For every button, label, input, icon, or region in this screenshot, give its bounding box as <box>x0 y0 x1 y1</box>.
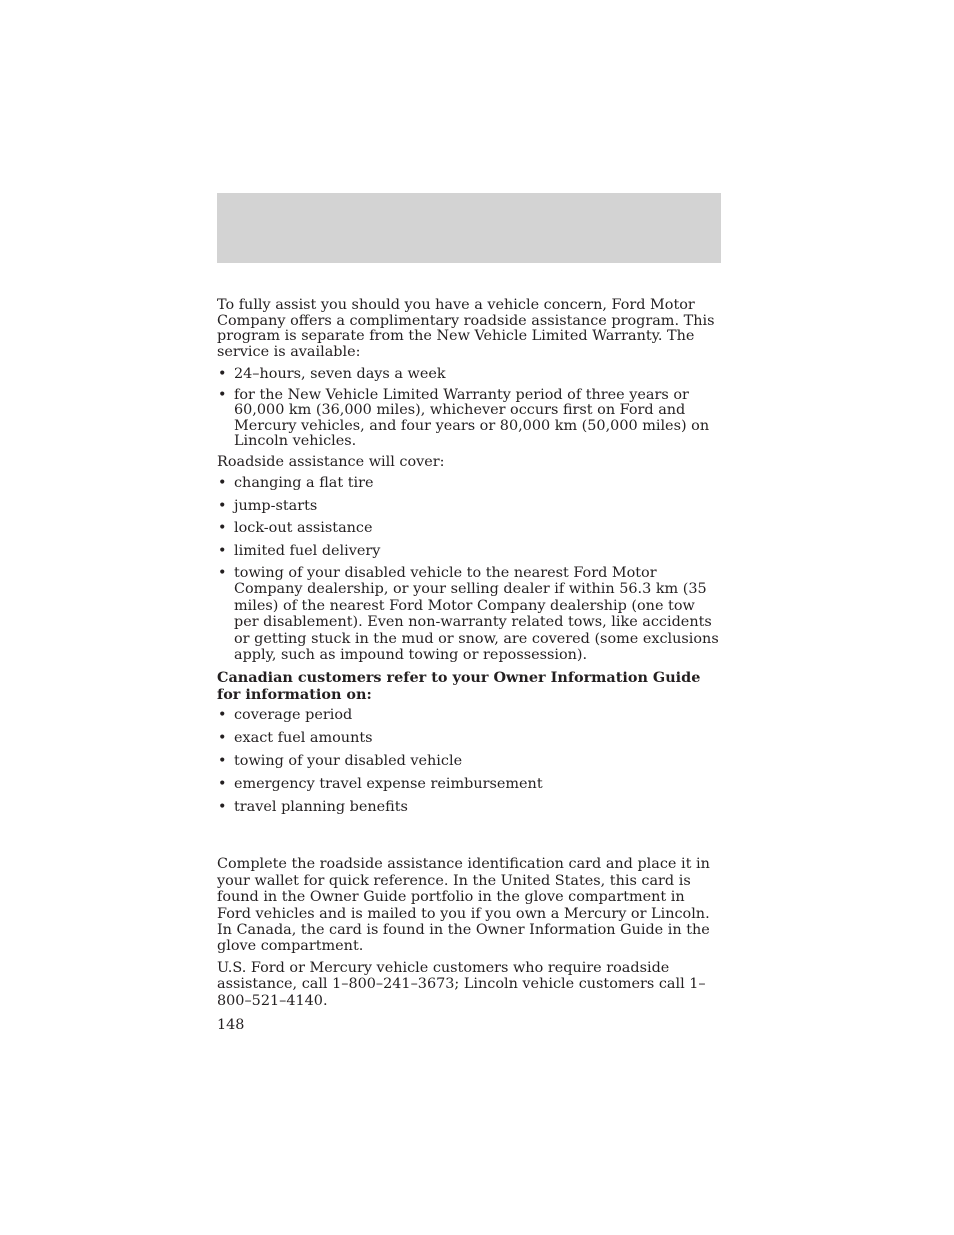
list-item <box>217 388 722 450</box>
list-item-text: emergency travel expense reimbursement <box>234 776 543 793</box>
list-item-text: for the New Vehicle Limited Warranty period of three years or 60,000 km (36,000 miles), whichever occurs first on Ford and Mercury vehicles, and four years or 80,000 km (50,000 miles) on Lincoln vehicles. <box>234 386 710 449</box>
bullet-icon: • <box>218 565 227 581</box>
bullet-icon: • <box>218 386 227 403</box>
section-header-bar <box>217 193 721 263</box>
list-item <box>217 730 722 747</box>
id-card-paragraph: Complete the roadside assistance identification card and place it in your wallet for quick reference. In the United States, this card is found in the Owner Guide portfolio in the glove compartment in Ford vehicles and is mailed to you if you own a Mercury or Lincoln. In Canada, the card is found in the Owner Information Guide in the glove compartment. <box>217 856 710 955</box>
bullet-icon: • <box>218 707 227 724</box>
bullet-icon: • <box>218 776 227 793</box>
canadian-heading: Canadian customers refer to your Owner Information Guide for information on: <box>217 669 701 704</box>
list-item <box>217 475 722 492</box>
list-item-text: lock-out assistance <box>234 520 373 536</box>
list-item <box>217 543 722 560</box>
bullet-icon: • <box>218 730 227 747</box>
bullet-icon: • <box>218 753 227 770</box>
list-item <box>217 776 722 793</box>
list-item-text: towing of your disabled vehicle to the nearest Ford Motor Company dealership, or your selling dealer if within 56.3 km (35 miles) of the nearest Ford Motor Company dealership (one tow per disablement). Even non-warranty related tows, like accidents or getting stuck in the mud or snow, are covered (some exclusions apply, such as impound towing or repossession). <box>234 565 719 664</box>
bullet-icon: • <box>218 475 227 491</box>
section-gap <box>217 822 722 856</box>
list-item-text: towing of your disabled vehicle <box>234 753 463 770</box>
list-item <box>217 498 722 515</box>
list-item <box>217 520 722 537</box>
list-item-text: travel planning benefits <box>234 799 408 816</box>
coverage-list <box>217 475 722 663</box>
bullet-icon: • <box>218 366 227 382</box>
list-item <box>217 753 722 770</box>
list-item-text: limited fuel delivery <box>234 542 381 559</box>
page-content <box>217 298 722 1034</box>
bullet-icon: • <box>218 542 227 559</box>
coverage-lead: Roadside assistance will cover: <box>217 453 445 470</box>
availability-list <box>217 367 722 450</box>
list-item <box>217 707 722 724</box>
list-item-text: coverage period <box>234 707 353 724</box>
list-item <box>217 367 722 383</box>
list-item <box>217 799 722 816</box>
list-item-text: changing a flat tire <box>234 475 374 491</box>
list-item-text: jump-starts <box>234 497 318 514</box>
bullet-icon: • <box>218 497 227 514</box>
page-number: 148 <box>217 1017 245 1034</box>
phone-paragraph: U.S. Ford or Mercury vehicle customers who require roadside assistance, call 1–800–241–3673; Lincoln vehicle customers call 1–800–521–4140. <box>217 959 706 1009</box>
list-item-text: 24–hours, seven days a week <box>234 366 446 382</box>
bullet-icon: • <box>218 520 227 536</box>
list-item-text: exact fuel amounts <box>234 730 373 747</box>
intro-paragraph: To fully assist you should you have a vehicle concern, Ford Motor Company offers a complimentary roadside assistance program. This program is separate from the New Vehicle Limited Warranty. The service is available: <box>217 297 715 360</box>
list-item <box>217 565 722 663</box>
bullet-icon: • <box>218 799 227 816</box>
canadian-list <box>217 707 722 816</box>
